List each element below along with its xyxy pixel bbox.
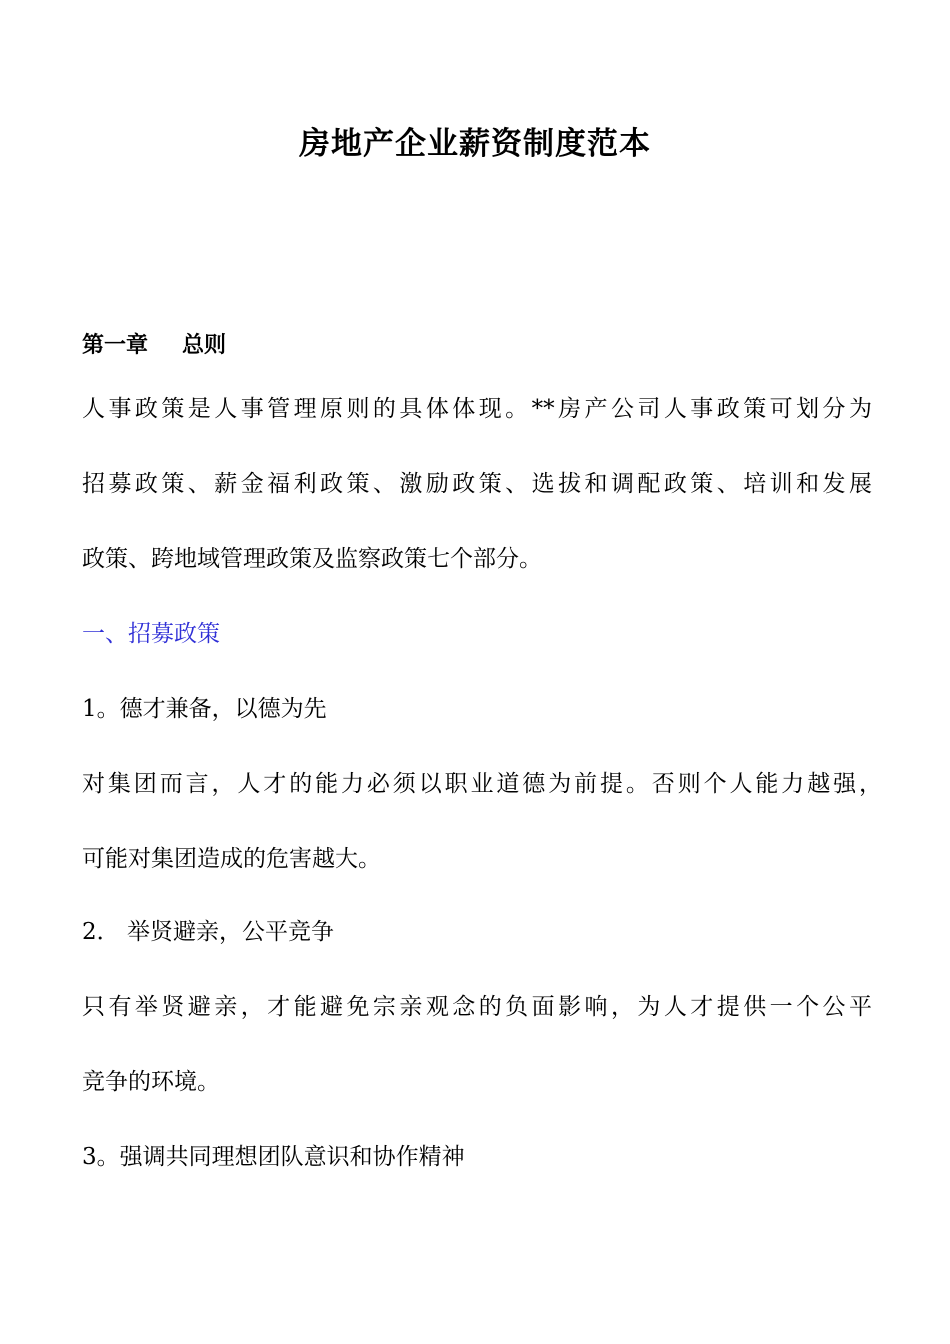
intro-paragraph-line: 政策、跨地域管理政策及监察政策七个部分。 [82, 546, 542, 572]
document-title: 房地产企业薪资制度范本 [299, 126, 651, 162]
chapter-name: 总则 [182, 333, 227, 358]
item-body-line: 竞争的环境。 [82, 1069, 220, 1095]
intro-paragraph-line: 招募政策、薪金福利政策、激励政策、选拔和调配政策、培训和发展 [82, 471, 872, 497]
intro-paragraph-line: 人事政策是人事管理原则的具体体现。**房产公司人事政策可划分为 [82, 396, 872, 422]
item-heading-2: 2． 举贤避亲，公平竞争 [82, 919, 334, 945]
item-body-line: 对集团而言，人才的能力必须以职业道德为前提。否则个人能力越强， [82, 771, 882, 797]
item-heading-1: 1。德才兼备，以德为先 [82, 696, 327, 722]
item-body-line: 只有举贤避亲，才能避免宗亲观念的负面影响，为人才提供一个公平 [82, 994, 872, 1020]
section-heading-recruitment: 一、招募政策 [82, 621, 220, 647]
chapter-heading [82, 330, 226, 362]
item-body-line: 可能对集团造成的危害越大。 [82, 846, 381, 872]
chapter-number: 第一章 [82, 333, 149, 358]
item-heading-3: 3。强调共同理想团队意识和协作精神 [82, 1144, 465, 1170]
